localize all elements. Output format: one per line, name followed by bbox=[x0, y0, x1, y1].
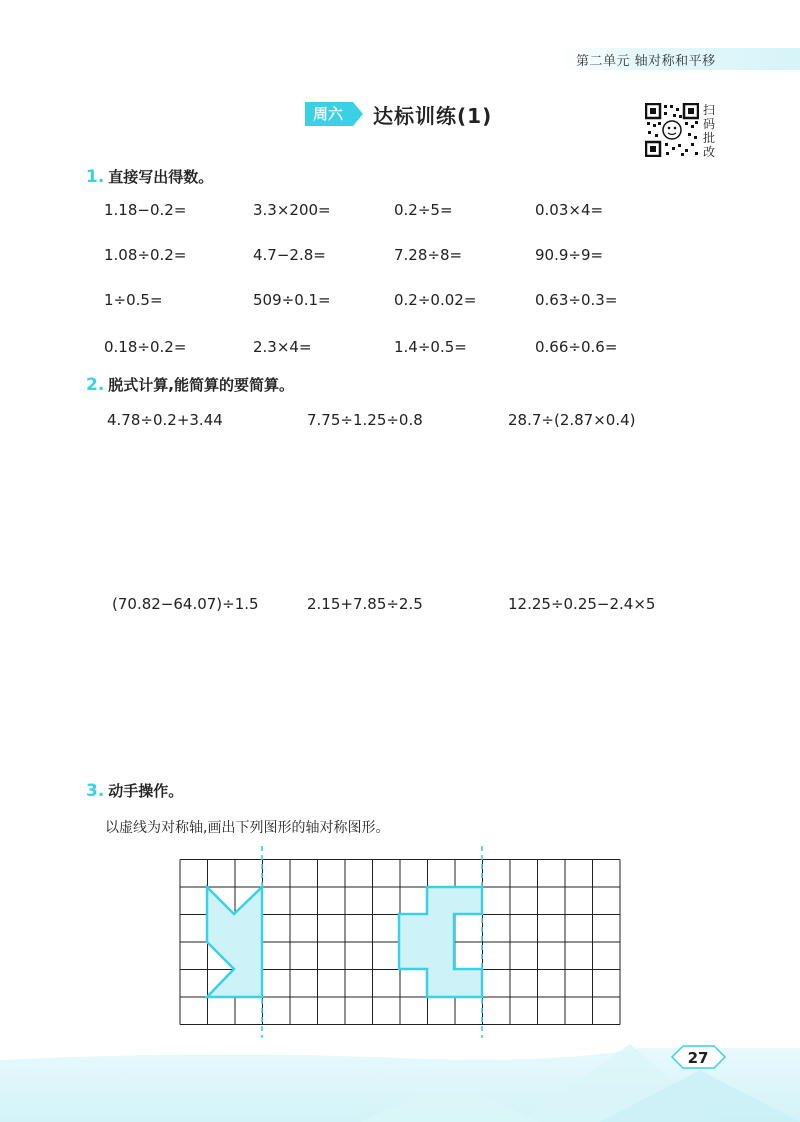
oral-calc-item: 0.63÷0.3= bbox=[535, 291, 618, 309]
qr-label: 扫码批改 bbox=[703, 103, 716, 159]
oral-calc-item: 0.2÷5= bbox=[394, 201, 453, 219]
oral-calc-item: 0.2÷0.02= bbox=[394, 291, 477, 309]
oral-calc-item: 0.03×4= bbox=[535, 201, 604, 219]
page-number: 27 bbox=[687, 1049, 709, 1067]
oral-calc-item: 1.08÷0.2= bbox=[104, 246, 187, 264]
step-calc-item: 4.78÷0.2+3.44 bbox=[107, 411, 223, 429]
qr-code-icon[interactable] bbox=[645, 103, 699, 157]
oral-calc-item: 3.3×200= bbox=[253, 201, 331, 219]
step-calc-item: 7.75÷1.25÷0.8 bbox=[307, 411, 423, 429]
oral-calc-item: 2.3×4= bbox=[253, 338, 312, 356]
section3-title bbox=[86, 780, 183, 801]
oral-calc-item: 0.66÷0.6= bbox=[535, 338, 618, 356]
page-title-row bbox=[305, 101, 492, 127]
step-calc-item: (70.82−64.07)÷1.5 bbox=[112, 595, 259, 613]
section2-title bbox=[86, 374, 294, 395]
oral-calc-item: 1.4÷0.5= bbox=[394, 338, 467, 356]
section2-title-text: 脱式计算,能简算的要简算。 bbox=[108, 376, 294, 394]
oral-calc-item: 4.7−2.8= bbox=[253, 246, 326, 264]
section1-title-text: 直接写出得数。 bbox=[108, 168, 214, 186]
section1-title bbox=[86, 166, 213, 187]
section3-title-text: 动手操作。 bbox=[108, 782, 184, 800]
oral-calc-item: 90.9÷9= bbox=[535, 246, 604, 264]
oral-calc-item: 7.28÷8= bbox=[394, 246, 463, 264]
section2-number: 2. bbox=[86, 375, 105, 395]
oral-calc-item: 1.18−0.2= bbox=[104, 201, 187, 219]
oral-calc-item: 0.18÷0.2= bbox=[104, 338, 187, 356]
page-title: 达标训练(1) bbox=[373, 103, 493, 128]
step-calc-item: 2.15+7.85÷2.5 bbox=[307, 595, 423, 613]
oral-calc-item: 1÷0.5= bbox=[104, 291, 163, 309]
day-badge: 周六 bbox=[305, 102, 353, 126]
step-calc-item: 28.7÷(2.87×0.4) bbox=[508, 411, 636, 429]
oral-calc-item: 509÷0.1= bbox=[253, 291, 331, 309]
section3-number: 3. bbox=[86, 781, 105, 801]
section3-instruction: 以虚线为对称轴,画出下列图形的轴对称图形。 bbox=[105, 820, 390, 836]
section1-number: 1. bbox=[86, 167, 105, 187]
symmetry-grid[interactable] bbox=[170, 842, 630, 1042]
step-calc-item: 12.25÷0.25−2.4×5 bbox=[508, 595, 656, 613]
unit-title: 第二单元 轴对称和平移 bbox=[576, 54, 716, 69]
